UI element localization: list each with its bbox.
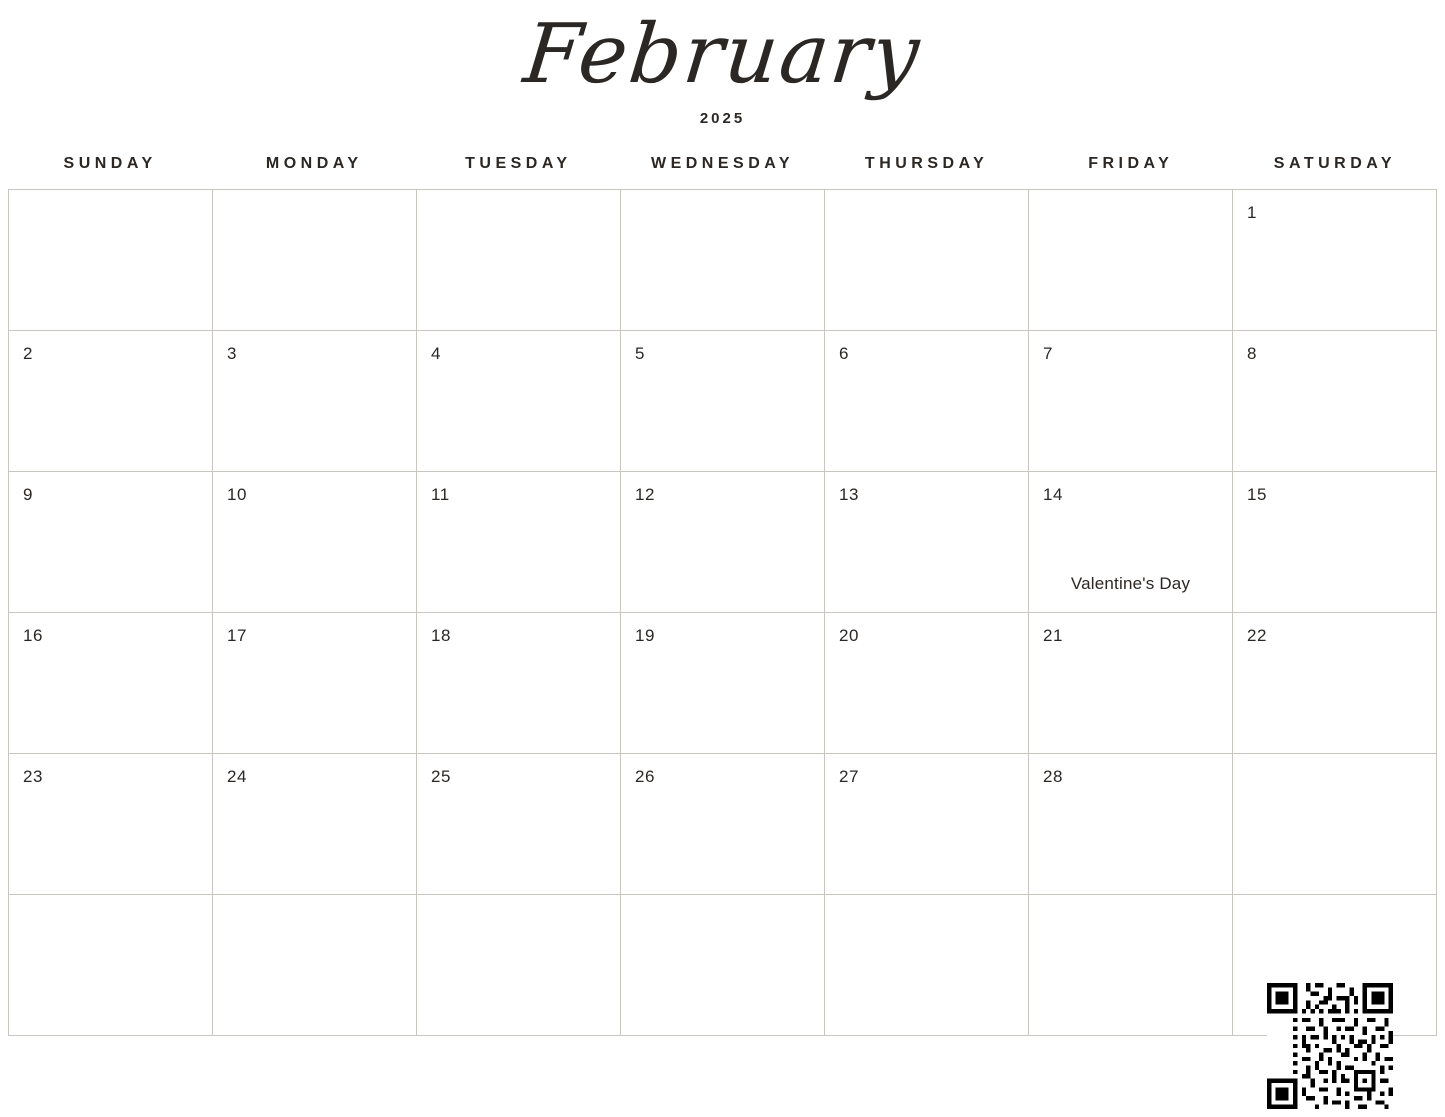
day-number: 22 bbox=[1247, 626, 1267, 645]
day-number: 5 bbox=[635, 344, 645, 363]
calendar-cell-day[interactable] bbox=[1029, 754, 1233, 895]
day-number: 28 bbox=[1043, 767, 1063, 786]
day-event-label: Valentine's Day bbox=[1070, 574, 1191, 593]
calendar-cell-empty bbox=[1029, 895, 1233, 1036]
qr-code[interactable] bbox=[1267, 983, 1393, 1109]
calendar-cell-day[interactable] bbox=[1233, 472, 1437, 613]
calendar-cell-day[interactable] bbox=[9, 472, 213, 613]
day-number: 21 bbox=[1043, 626, 1063, 645]
day-number: 23 bbox=[23, 767, 43, 786]
calendar-cell-day[interactable] bbox=[1029, 613, 1233, 754]
calendar-cell-day[interactable] bbox=[1233, 331, 1437, 472]
day-number: 20 bbox=[839, 626, 859, 645]
calendar-cell-day[interactable] bbox=[825, 472, 1029, 613]
weekday-label-tuesday: TUESDAY bbox=[465, 155, 572, 172]
calendar-cell-day[interactable] bbox=[1233, 190, 1437, 331]
calendar-cell-empty bbox=[825, 895, 1029, 1036]
calendar-cell-day[interactable] bbox=[213, 613, 417, 754]
day-number: 10 bbox=[227, 485, 247, 504]
calendar-cell-day[interactable] bbox=[9, 331, 213, 472]
calendar-cell-day[interactable] bbox=[417, 472, 621, 613]
calendar-cell-day[interactable] bbox=[825, 613, 1029, 754]
calendar-cell-day[interactable] bbox=[825, 754, 1029, 895]
weekday-label-monday: MONDAY bbox=[265, 155, 363, 172]
weekday-label-friday: FRIDAY bbox=[1088, 155, 1174, 172]
calendar-cell-day[interactable] bbox=[417, 754, 621, 895]
calendar-cell-empty bbox=[825, 190, 1029, 331]
calendar-cell-empty bbox=[213, 190, 417, 331]
calendar-cell-day[interactable] bbox=[1029, 331, 1233, 472]
day-number: 1 bbox=[1247, 203, 1257, 222]
calendar-cell-empty bbox=[9, 190, 213, 331]
day-number: 14 bbox=[1043, 485, 1063, 504]
calendar-cell-day[interactable] bbox=[417, 613, 621, 754]
calendar-cell-empty bbox=[417, 895, 621, 1036]
day-number: 15 bbox=[1247, 485, 1267, 504]
calendar-cell-day[interactable] bbox=[825, 331, 1029, 472]
day-number: 8 bbox=[1247, 344, 1257, 363]
day-number: 7 bbox=[1043, 344, 1053, 363]
calendar-cell-empty bbox=[621, 895, 825, 1036]
day-number: 9 bbox=[23, 485, 33, 504]
weekday-label-thursday: THURSDAY bbox=[864, 155, 989, 172]
day-number: 25 bbox=[431, 767, 451, 786]
weekday-label-saturday: SATURDAY bbox=[1273, 155, 1397, 172]
day-number: 27 bbox=[839, 767, 859, 786]
day-number: 24 bbox=[227, 767, 247, 786]
calendar-cell-day[interactable] bbox=[9, 754, 213, 895]
day-number: 12 bbox=[635, 485, 655, 504]
calendar-cell-empty bbox=[621, 190, 825, 331]
calendar-cell-day[interactable] bbox=[417, 331, 621, 472]
month-title: February bbox=[519, 7, 926, 102]
day-number: 19 bbox=[635, 626, 655, 645]
calendar-cell-day[interactable] bbox=[621, 754, 825, 895]
calendar-cell-day[interactable] bbox=[1233, 613, 1437, 754]
calendar-grid bbox=[8, 189, 1437, 1036]
day-number: 4 bbox=[431, 344, 441, 363]
day-number: 11 bbox=[431, 485, 450, 504]
calendar-cell-day[interactable] bbox=[621, 613, 825, 754]
calendar-header bbox=[0, 0, 1445, 127]
weekday-label-sunday: SUNDAY bbox=[63, 155, 157, 172]
day-number: 3 bbox=[227, 344, 237, 363]
weekday-label-wednesday: WEDNESDAY bbox=[650, 155, 795, 172]
year-label: 2025 bbox=[699, 110, 746, 127]
day-number: 13 bbox=[839, 485, 859, 504]
day-number: 18 bbox=[431, 626, 451, 645]
calendar-cell-empty bbox=[213, 895, 417, 1036]
calendar-cell-day[interactable] bbox=[213, 331, 417, 472]
weekday-header-row bbox=[0, 155, 1445, 189]
calendar-cell-empty bbox=[417, 190, 621, 331]
day-number: 26 bbox=[635, 767, 655, 786]
calendar-cell-empty bbox=[9, 895, 213, 1036]
calendar-cell-day[interactable] bbox=[213, 472, 417, 613]
day-number: 17 bbox=[227, 626, 247, 645]
calendar-cell-day[interactable] bbox=[621, 331, 825, 472]
calendar-cell-day[interactable] bbox=[621, 472, 825, 613]
calendar-cell-empty bbox=[1233, 754, 1437, 895]
calendar-cell-empty bbox=[1029, 190, 1233, 331]
day-number: 16 bbox=[23, 626, 43, 645]
calendar-cell-day[interactable] bbox=[213, 754, 417, 895]
day-number: 6 bbox=[839, 344, 849, 363]
calendar-cell-day[interactable] bbox=[1029, 472, 1233, 613]
calendar-cell-day[interactable] bbox=[9, 613, 213, 754]
day-number: 2 bbox=[23, 344, 33, 363]
